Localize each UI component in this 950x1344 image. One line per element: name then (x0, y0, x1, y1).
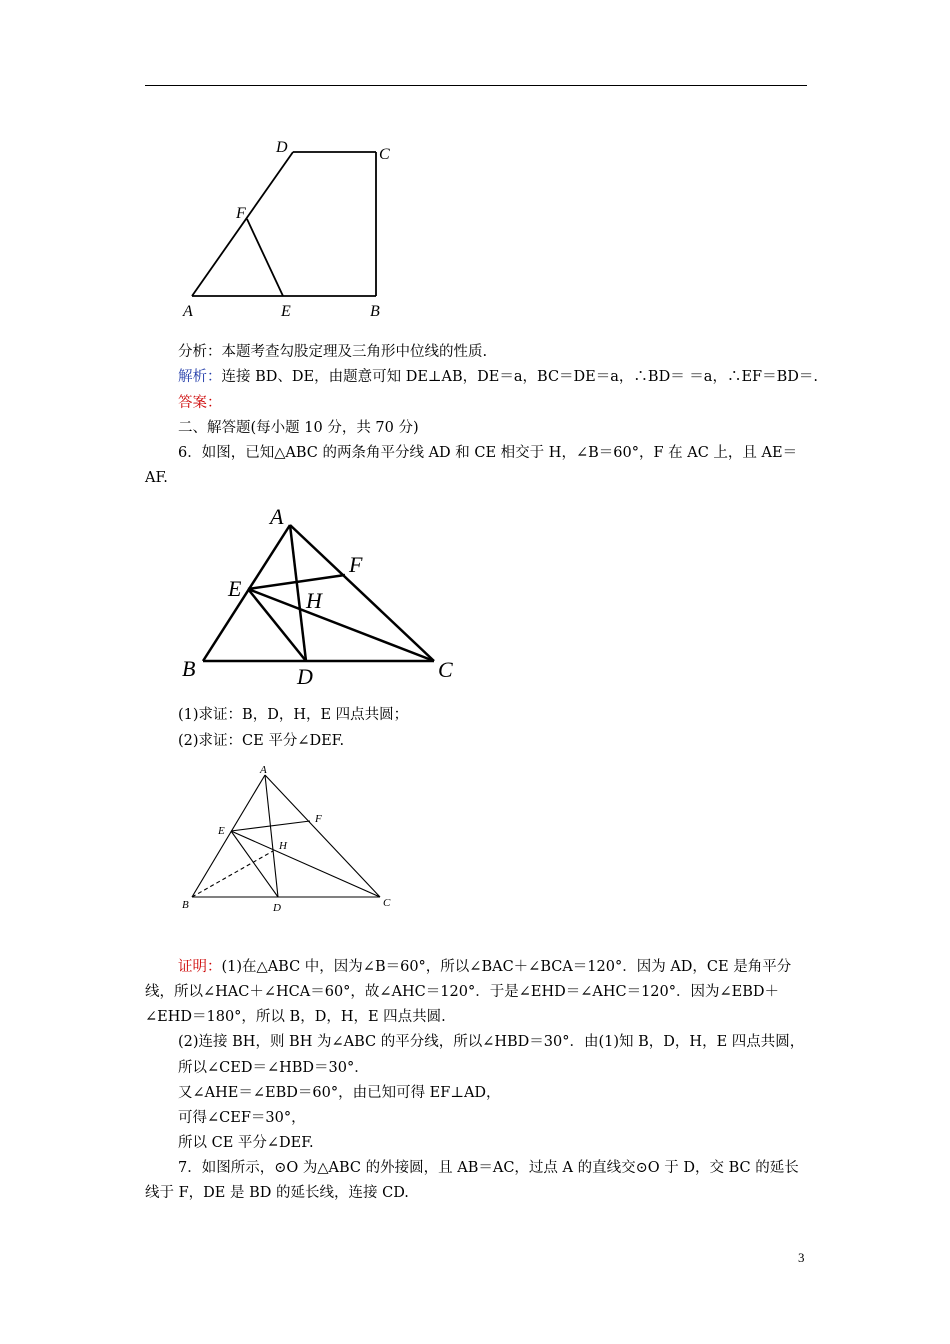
q6-stem-line1: 6．如图，已知△ABC 的两条角平分线 AD 和 CE 相交于 H，∠B＝60°，F 在 AC 上，且 AE＝ (178, 445, 798, 461)
label-d: D (276, 139, 288, 156)
proof-line4: (2)连接 BH，则 BH 为∠ABC 的平分线，所以∠HBD＝30°．由(1)知 B，D，H，E 四点共圆， (178, 1034, 805, 1050)
label-f: F (315, 813, 322, 825)
label-h: H (279, 840, 287, 852)
label-f: F (236, 205, 246, 222)
label-a: A (183, 303, 193, 320)
label-c: C (379, 146, 390, 163)
proof-text1: (1)在△ABC 中，因为∠B＝60°，所以∠BAC＋∠BCA＝120°．因为 AD，CE 是角平分 (221, 959, 792, 975)
label-e: E (218, 825, 225, 837)
label-e: E (281, 303, 291, 320)
figure-triangle-bisectors (175, 500, 465, 695)
q7-line2: 线于 F，DE 是 BD 的延长线，连接 CD. (145, 1185, 409, 1201)
proof-line3: ∠EHD＝180°，所以 B，D，H，E 四点共圆. (145, 1009, 446, 1025)
label-b: B (182, 656, 196, 681)
label-h: H (306, 588, 322, 613)
analysis-text: 本题考查勾股定理及三角形中位线的性质. (221, 344, 488, 360)
label-b: B (370, 303, 380, 320)
q7-line1: 7．如图所示，⊙O 为△ABC 的外接圆，且 AB＝AC，过点 A 的直线交⊙O 于 D，交 BC 的延长 (178, 1160, 799, 1176)
q6-part2: (2)求证：CE 平分∠DEF. (178, 733, 345, 749)
analysis-label: 分析： (178, 344, 222, 360)
label-c: C (438, 657, 453, 682)
proof-line6: 又∠AHE＝∠EBD＝60°，由已知可得 EF⊥AD， (178, 1085, 501, 1101)
label-d: D (297, 664, 313, 689)
proof-line5: 所以∠CED＝∠HBD＝30°． (178, 1060, 369, 1076)
proof-line2: 线，所以∠HAC＋∠HCA＝60°，故∠AHC＝120°．于是∠EHD＝∠AHC＝120°．因为∠EBD＋ (145, 984, 780, 1000)
analysis-line (178, 342, 848, 362)
solution-text: 连接 BD、DE，由题意可知 DE⊥AB，DE＝a，BC＝DE＝a，∴BD＝ ＝a，∴EF＝BD＝. (221, 369, 818, 385)
solution-line (178, 367, 848, 387)
figure-trapezoid (170, 130, 410, 325)
q6-part1: (1)求证：B，D，H，E 四点共圆； (178, 707, 409, 723)
page-number: 3 (798, 1250, 805, 1265)
answer-label: 答案： (178, 395, 222, 411)
label-d: D (273, 902, 281, 914)
label-e: E (228, 576, 242, 601)
label-a: A (270, 504, 284, 529)
section-heading: 二、解答题(每小题 10 分，共 70 分) (178, 420, 419, 436)
label-c: C (383, 897, 391, 909)
label-a: A (260, 764, 267, 776)
header-rule (145, 85, 807, 86)
q6-stem-line2: AF. (145, 470, 168, 486)
figure-triangle-dashed (175, 760, 400, 920)
solution-label: 解析： (178, 369, 222, 385)
label-b: B (182, 899, 189, 911)
proof-line8: 所以 CE 平分∠DEF. (178, 1135, 314, 1151)
proof-line1 (178, 957, 848, 977)
label-f: F (349, 552, 363, 577)
proof-line7: 可得∠CEF＝30°， (178, 1110, 306, 1126)
proof-label: 证明： (178, 959, 222, 975)
